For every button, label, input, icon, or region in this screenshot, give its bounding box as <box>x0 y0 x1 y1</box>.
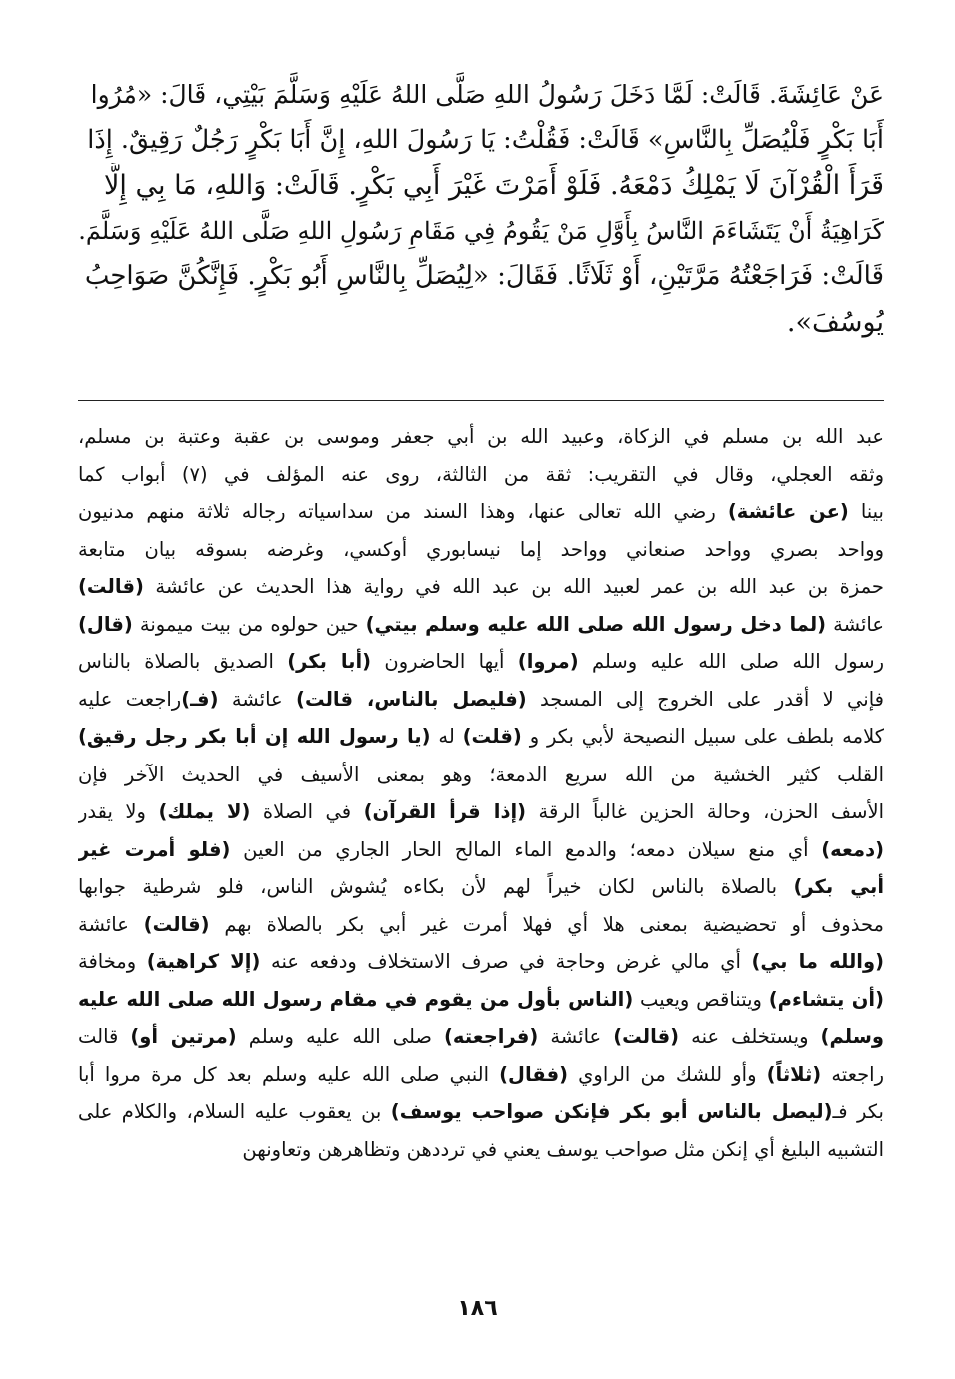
commentary-text: أيها الحاضرون <box>371 650 518 673</box>
commentary-text: عائشة <box>538 1025 614 1048</box>
commentary-text: بن يعقوب عليه السلام، والكلام على <box>78 1100 391 1123</box>
commentary-text: وثقه العجلي، وقال في التقريب: ثقة من الثالثة، روى عنه المؤلف في (٧) أبواب كما <box>78 462 884 486</box>
commentary-text: عائشة <box>218 687 297 711</box>
hadith-text <box>78 72 884 345</box>
commentary-bold-quote: (الناس بأول من يقوم في مقام رسول الله صلى الله عليه <box>78 987 634 1011</box>
commentary-line <box>78 1018 884 1056</box>
commentary-line <box>78 718 884 756</box>
hadith-line: كَرَاهِيَةُ أَنْ يَتَشَاءَمَ النَّاسُ بِأَوَّلِ مَنْ يَقُومُ فِي مَقَامِ رَسُولِ اللهِ صَلَّى اللهُ عَلَيْهِ وَسَلَّمَ. <box>78 216 884 245</box>
commentary-text: النبي صلى الله عليه وسلم بعد كل مرة مروا أبا <box>78 1062 500 1086</box>
commentary-bold-quote: (قالت) <box>143 912 210 936</box>
commentary-text: بكر فـ <box>832 1100 884 1123</box>
commentary-line <box>78 643 884 681</box>
commentary-bold-quote: (ليصل بالناس أبو بكر فإنكن صواحب يوسف) <box>390 1100 833 1123</box>
commentary-bold-quote: (فراجعته) <box>444 1025 539 1048</box>
commentary-bold-quote: (إلا كراهية) <box>146 950 261 973</box>
hadith-line: قَالَتْ: فَرَاجَعْتُهُ مَرَّتَيْنِ، أَوْ ثَلَاثًا. فَقَالَ: «لِيُصَلِّ بِالنَّاسِ أَبُو بَكْرٍ. فَإِنَّكُنَّ صَوَاحِبُ <box>84 261 884 291</box>
commentary-bold-quote: (لا يملك) <box>158 800 251 823</box>
commentary-line <box>78 868 884 906</box>
page-number: ١٨٦ <box>457 1296 498 1321</box>
commentary-bold-quote: وسلم) <box>820 1025 884 1048</box>
commentary-line <box>78 906 884 944</box>
commentary-bold-quote: (مرتين أو) <box>130 1025 237 1048</box>
commentary-bold-quote: أبي بكر) <box>793 875 884 898</box>
commentary-text: قالت <box>78 1025 131 1048</box>
commentary-text: ويستخلف عنه <box>679 1025 821 1048</box>
commentary-text: وأو للشك من الراوي <box>568 1062 767 1086</box>
commentary-text: بالصلاة بالناس لكان خيراً لهم لأن بكاءه يُشوش الناس، فلو شرطية جوابها <box>78 875 794 898</box>
commentary-bold-quote: (لما دخل رسول الله صلى الله عليه وسلم بيتي) <box>365 612 827 636</box>
commentary-text: الأسف الحزن، وحالة الحزين غالباً الرقة <box>526 800 884 823</box>
commentary-text: حين حولوه من بيت ميمونة <box>132 612 366 636</box>
commentary-text: الصديق بالصلاة بالناس <box>78 650 288 673</box>
commentary-bold-quote: (فليصل بالناس، قالت) <box>296 687 527 711</box>
commentary-line <box>78 568 884 606</box>
commentary-bold-quote: (إذا قرأ القرآن) <box>363 800 527 823</box>
hadith-line: أَبَا بَكْرٍ فَلْيُصَلِّ بِالنَّاسِ» قَالَتْ: فَقُلْتُ: يَا رَسُولَ اللهِ، إِنَّ أَبَا بَكْرٍ رَجُلٌ رَقِيقٌ. إِذَا <box>87 124 884 155</box>
commentary-text: القلب كثير الخشية من الله سريع الدمعة؛ وهو بمعنى الأسيف في الحديث الآخر فإن <box>78 762 884 786</box>
commentary-line <box>78 418 884 456</box>
commentary-line <box>78 981 884 1019</box>
commentary-line <box>78 493 884 531</box>
commentary-bold-quote: (مروا) <box>517 650 579 673</box>
commentary-line <box>78 943 884 981</box>
hadith-line: يُوسُفَ». <box>786 306 884 338</box>
commentary-text: رضي الله تعالى عنها، وهذا السند من سداسياته رجاله ثلاثة منهم مدنيون <box>78 500 728 523</box>
commentary-bold-quote: (قالت) <box>78 575 144 598</box>
commentary-bold-quote: (فلو أمرت غير <box>78 837 231 861</box>
commentary-line <box>78 606 884 644</box>
commentary-text: عبد الله بن مسلم في الزكاة، وعبيد الله بن أبي جعفر وموسى بن عقبة وعتبة بن مسلم، <box>78 425 884 448</box>
commentary-bold-quote: (دمعه) <box>821 837 884 861</box>
commentary-text: حمزة بن عبد الله بن عمر لعبيد الله بن عبد الله في رواية هذا الحديث عن عائشة <box>143 575 884 598</box>
commentary-text: فإني لا أقدر على الخروج إلى المسجد <box>526 687 884 711</box>
commentary-block <box>78 418 884 1168</box>
commentary-line <box>78 793 884 831</box>
commentary-bold-quote: (فقال) <box>499 1062 569 1086</box>
hadith-block <box>78 72 884 345</box>
commentary-bold-quote: (أبا بكر) <box>287 650 372 673</box>
commentary-line <box>78 1093 884 1131</box>
commentary-text: في الصلاة <box>250 800 364 823</box>
commentary-text: ولا يقدر <box>78 800 159 823</box>
commentary-line <box>78 756 884 794</box>
commentary-line <box>78 456 884 494</box>
commentary-text: بينا <box>848 500 884 523</box>
commentary-line <box>78 1056 884 1094</box>
hadith-line: قَرَأَ الْقُرْآنَ لَا يَمْلِكُ دَمْعَهُ. فَلَوْ أَمَرْتَ غَيْرَ أَبِي بَكْرٍ. قَالَتْ: وَاللهِ، مَا بِي إِلَّا <box>104 170 884 201</box>
commentary-line <box>78 1131 884 1169</box>
commentary-bold-quote: (أن يتشاءم) <box>768 987 884 1011</box>
commentary-text: التشبيه البليغ أي إنكن مثل صواحب يوسف يعني في ترددهن وتظاهرهن وتعاونهن <box>242 1137 884 1161</box>
commentary-bold-quote: (فـ) <box>181 687 219 711</box>
commentary-text: عائشة <box>78 912 144 936</box>
commentary-bold-quote: (والله ما بي) <box>751 950 884 973</box>
commentary-text: له <box>430 725 463 748</box>
commentary-bold-quote: (قلت) <box>462 725 522 748</box>
footnote-divider <box>78 400 884 401</box>
commentary-line <box>78 681 884 719</box>
commentary-text: راجعته <box>821 1062 884 1086</box>
commentary-text: ويتناقص ويعيب <box>633 987 769 1011</box>
commentary-text: رسول الله صلى الله عليه وسلم <box>578 650 884 673</box>
commentary-text: أي مالي غرض وحاجة في صرف الاستخلاف ودفعه عنه <box>260 950 752 973</box>
commentary-text: محذوف أو تحضيضية بمعنى هلا أي فهلا أمرت غير أبي بكر بالصلاة بهم <box>209 912 884 936</box>
commentary-line <box>78 831 884 869</box>
commentary-bold-quote: (عن عائشة) <box>727 500 849 523</box>
commentary-bold-quote: (يا رسول الله إن أبا بكر رجل رقيق) <box>78 725 431 748</box>
commentary-bold-quote: (ثلاثاً) <box>766 1062 822 1086</box>
commentary-text: عائشة <box>826 612 884 636</box>
commentary-text: كلامه بلطف على سبيل النصيحة لأبي بكر و <box>521 725 884 748</box>
commentary-line <box>78 531 884 569</box>
commentary-bold-quote: (قالت) <box>613 1025 680 1048</box>
commentary-text: ومخافة <box>78 950 147 973</box>
commentary-bold-quote: (قال) <box>78 612 133 636</box>
commentary-text: راجعت عليه <box>78 687 182 711</box>
commentary-text: صلى الله عليه وسلم <box>236 1025 445 1048</box>
commentary-text: أي منع سيلان دمعه؛ والدمع الماء المالح الحار الجاري من العين <box>230 837 822 861</box>
commentary-text: وواحد بصري وواحد صنعاني وواحد إما نيسابوري أوكسي، وغرضه بسوقه بيان متابعة <box>78 537 884 561</box>
hadith-line: عَنْ عَائِشَةَ. قَالَتْ: لَمَّا دَخَلَ رَسُولُ اللهِ صَلَّى اللهُ عَلَيْهِ وَسَلَّمَ بَيْتِي، قَالَ: «مُرُوا <box>90 80 884 109</box>
